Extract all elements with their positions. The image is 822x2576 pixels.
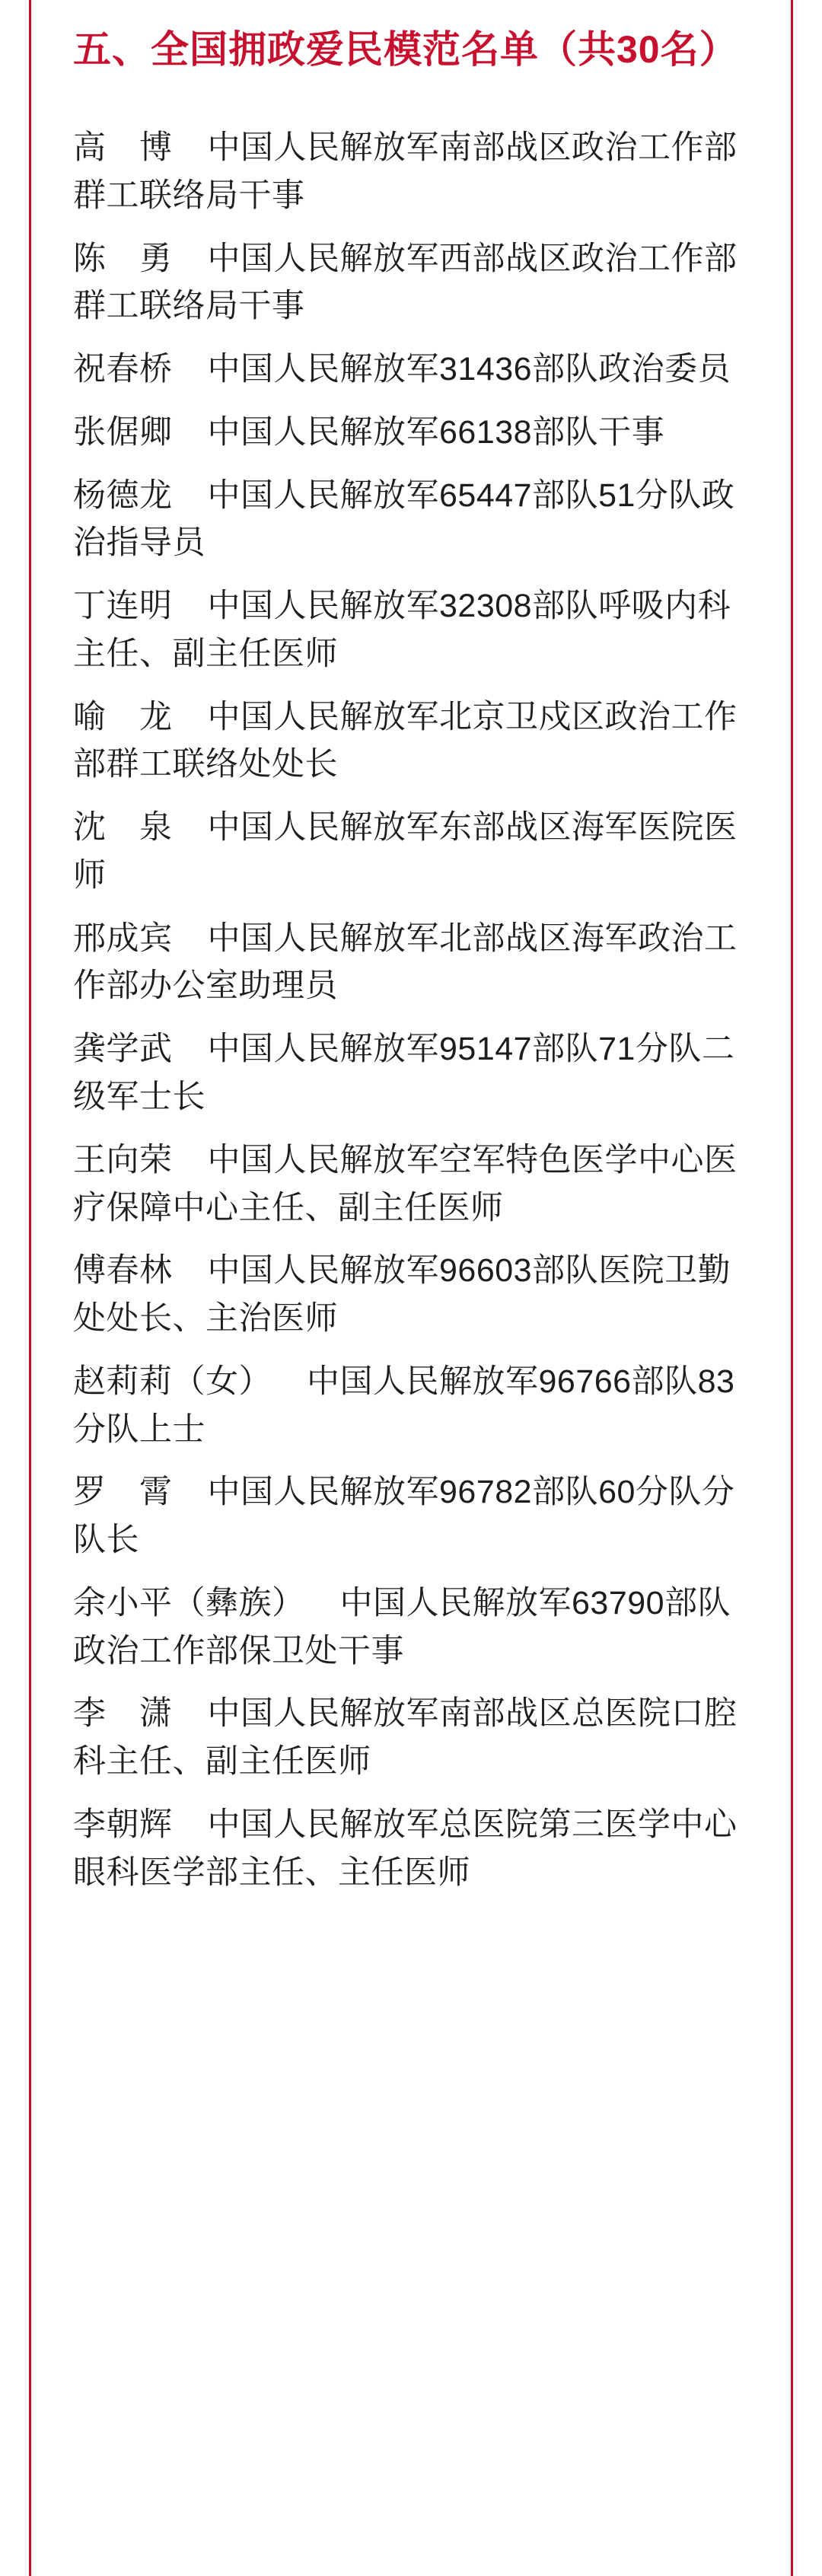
list-item: [73, 1690, 752, 1786]
honoree-name: 高 博: [73, 129, 173, 166]
list-item: [73, 804, 752, 900]
list-item: [73, 409, 752, 457]
honoree-detail: 中国人民解放军南部战区总医院口腔科主任、副主任医师: [73, 1695, 738, 1781]
list-item: [73, 1580, 752, 1675]
honoree-name: 李朝辉: [73, 1806, 173, 1843]
honoree-detail: 中国人民解放军63790部队政治工作部保卫处干事: [73, 1584, 731, 1669]
honoree-detail: 中国人民解放军东部战区海军医院医师: [73, 809, 738, 894]
list-item: [73, 1468, 752, 1564]
list-item: [73, 582, 752, 678]
honoree-name: 罗 霄: [73, 1474, 173, 1511]
honoree-name: 丁连明: [73, 588, 173, 625]
honoree-name: 傅春林: [73, 1252, 173, 1290]
honoree-name: 张倨卿: [73, 413, 173, 451]
honoree-detail: 中国人民解放军北部战区海军政治工作部办公室助理员: [73, 920, 738, 1005]
honoree-detail: 中国人民解放军96603部队医院卫勤处处长、主治医师: [73, 1252, 731, 1337]
honoree-name: 余小平（彝族）: [73, 1584, 305, 1621]
list-item: [73, 915, 752, 1011]
honoree-name: 杨德龙: [73, 477, 173, 514]
honoree-name: 王向荣: [73, 1141, 173, 1178]
honoree-detail: 中国人民解放军96782部队60分队分队长: [73, 1474, 735, 1559]
list-item: [73, 1801, 752, 1897]
honoree-name: 李 潇: [73, 1695, 173, 1733]
honoree-detail: 中国人民解放军66138部队干事: [207, 413, 665, 451]
list-item: [73, 124, 752, 220]
list-item: [73, 1247, 752, 1343]
honoree-list: [73, 124, 752, 1897]
page-title: 五、全国拥政爱民模范名单（共30名）: [73, 28, 738, 71]
honoree-detail: 中国人民解放军65447部队51分队政治指导员: [73, 477, 735, 562]
list-item: [73, 346, 752, 394]
list-item: [73, 693, 752, 789]
honoree-detail: 中国人民解放军西部战区政治工作部群工联络局干事: [73, 240, 738, 325]
honoree-name: 赵莉莉（女）: [73, 1363, 272, 1400]
honoree-detail: 中国人民解放军31436部队政治委员: [207, 351, 731, 388]
list-item: [73, 235, 752, 331]
honoree-name: 沈 泉: [73, 809, 173, 846]
list-item: [73, 1025, 752, 1121]
honoree-detail: 中国人民解放军96766部队83分队上士: [73, 1363, 735, 1448]
honoree-name: 喻 龙: [73, 698, 173, 735]
honoree-detail: 中国人民解放军95147部队71分队二级军士长: [73, 1031, 735, 1116]
honoree-detail: 中国人民解放军北京卫戍区政治工作部群工联络处处长: [73, 698, 738, 783]
list-item: [73, 472, 752, 568]
list-item: [73, 1358, 752, 1454]
honoree-detail: 中国人民解放军32308部队呼吸内科主任、副主任医师: [73, 588, 731, 672]
honoree-name: 祝春桥: [73, 351, 173, 388]
honoree-detail: 中国人民解放军总医院第三医学中心眼科医学部主任、主任医师: [73, 1806, 738, 1891]
honoree-detail: 中国人民解放军南部战区政治工作部群工联络局干事: [73, 129, 738, 214]
honoree-name: 邢成宾: [73, 920, 173, 957]
honoree-name: 龚学武: [73, 1031, 173, 1068]
honoree-detail: 中国人民解放军空军特色医学中心医疗保障中心主任、副主任医师: [73, 1141, 738, 1226]
list-item: [73, 1137, 752, 1232]
honoree-name: 陈 勇: [73, 240, 173, 277]
